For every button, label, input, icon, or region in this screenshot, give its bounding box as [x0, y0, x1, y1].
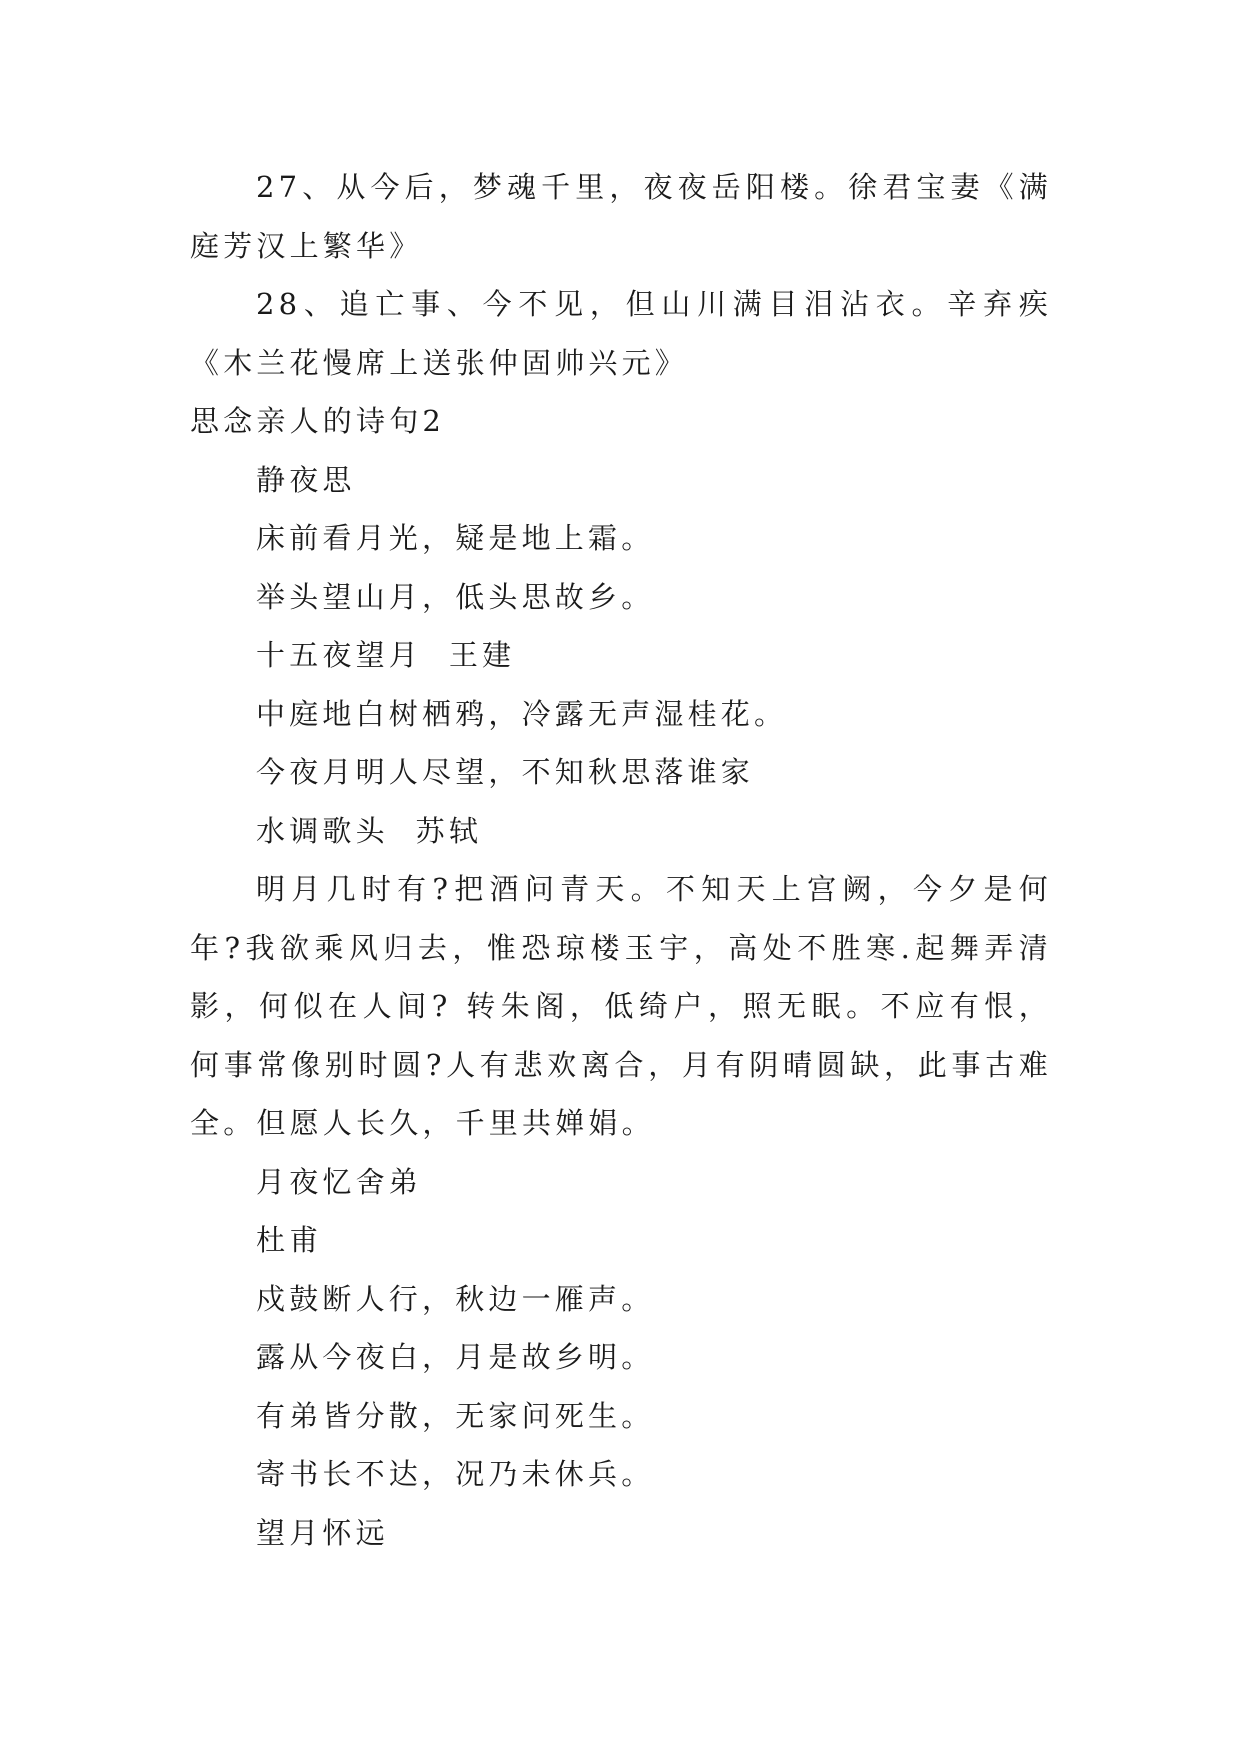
poem-quote-28: 28、追亡事、今不见，但山川满目泪沾衣。辛弃疾《木兰花慢席上送张仲固帅兴元》	[190, 287, 1052, 380]
poem-title: 静夜思	[256, 462, 356, 497]
poem-line: 有弟皆分散，无家问死生。	[256, 1398, 655, 1433]
poem-title: 望月怀远	[256, 1515, 389, 1550]
poem-line: 床前看月光，疑是地上霜。	[256, 521, 655, 555]
section-heading: 思念亲人的诗句2	[190, 404, 446, 438]
poem-line: 寄书长不达，况乃未休兵。	[256, 1457, 655, 1491]
document-body	[190, 158, 1052, 1562]
poem-title: 月夜忆舍弟	[256, 1164, 423, 1199]
poem-line: 今夜月明人尽望，不知秋思落谁家	[256, 755, 755, 789]
poem-body-paragraph: 明月几时有?把酒问青天。不知天上宫阙，今夕是何年?我欲乘风归去，惟恐琼楼玉宇，高处不胜寒.起舞弄清影，何似在人间? 转朱阁，低绮户，照无眠。不应有恨，何事常像别时圆?人有悲欢离合，月有阴晴圆缺，此事古难全。但愿人长久，千里共婵娟。	[190, 872, 1052, 1140]
poem-author: 杜甫	[256, 1223, 323, 1257]
poem-line: 举头望山月，低头思故乡。	[256, 579, 655, 614]
poem-line: 戍鼓断人行，秋边一雁声。	[256, 1281, 655, 1316]
poem-line: 中庭地白树栖鸦，冷露无声湿桂花。	[256, 696, 788, 731]
poem-title: 十五夜望月 王建	[256, 638, 516, 672]
poem-title: 水调歌头 苏轼	[256, 813, 483, 848]
poem-line: 露从今夜白，月是故乡明。	[256, 1340, 655, 1374]
poem-quote-27: 27、从今后，梦魂千里，夜夜岳阳楼。徐君宝妻《满庭芳汉上繁华》	[190, 170, 1052, 263]
